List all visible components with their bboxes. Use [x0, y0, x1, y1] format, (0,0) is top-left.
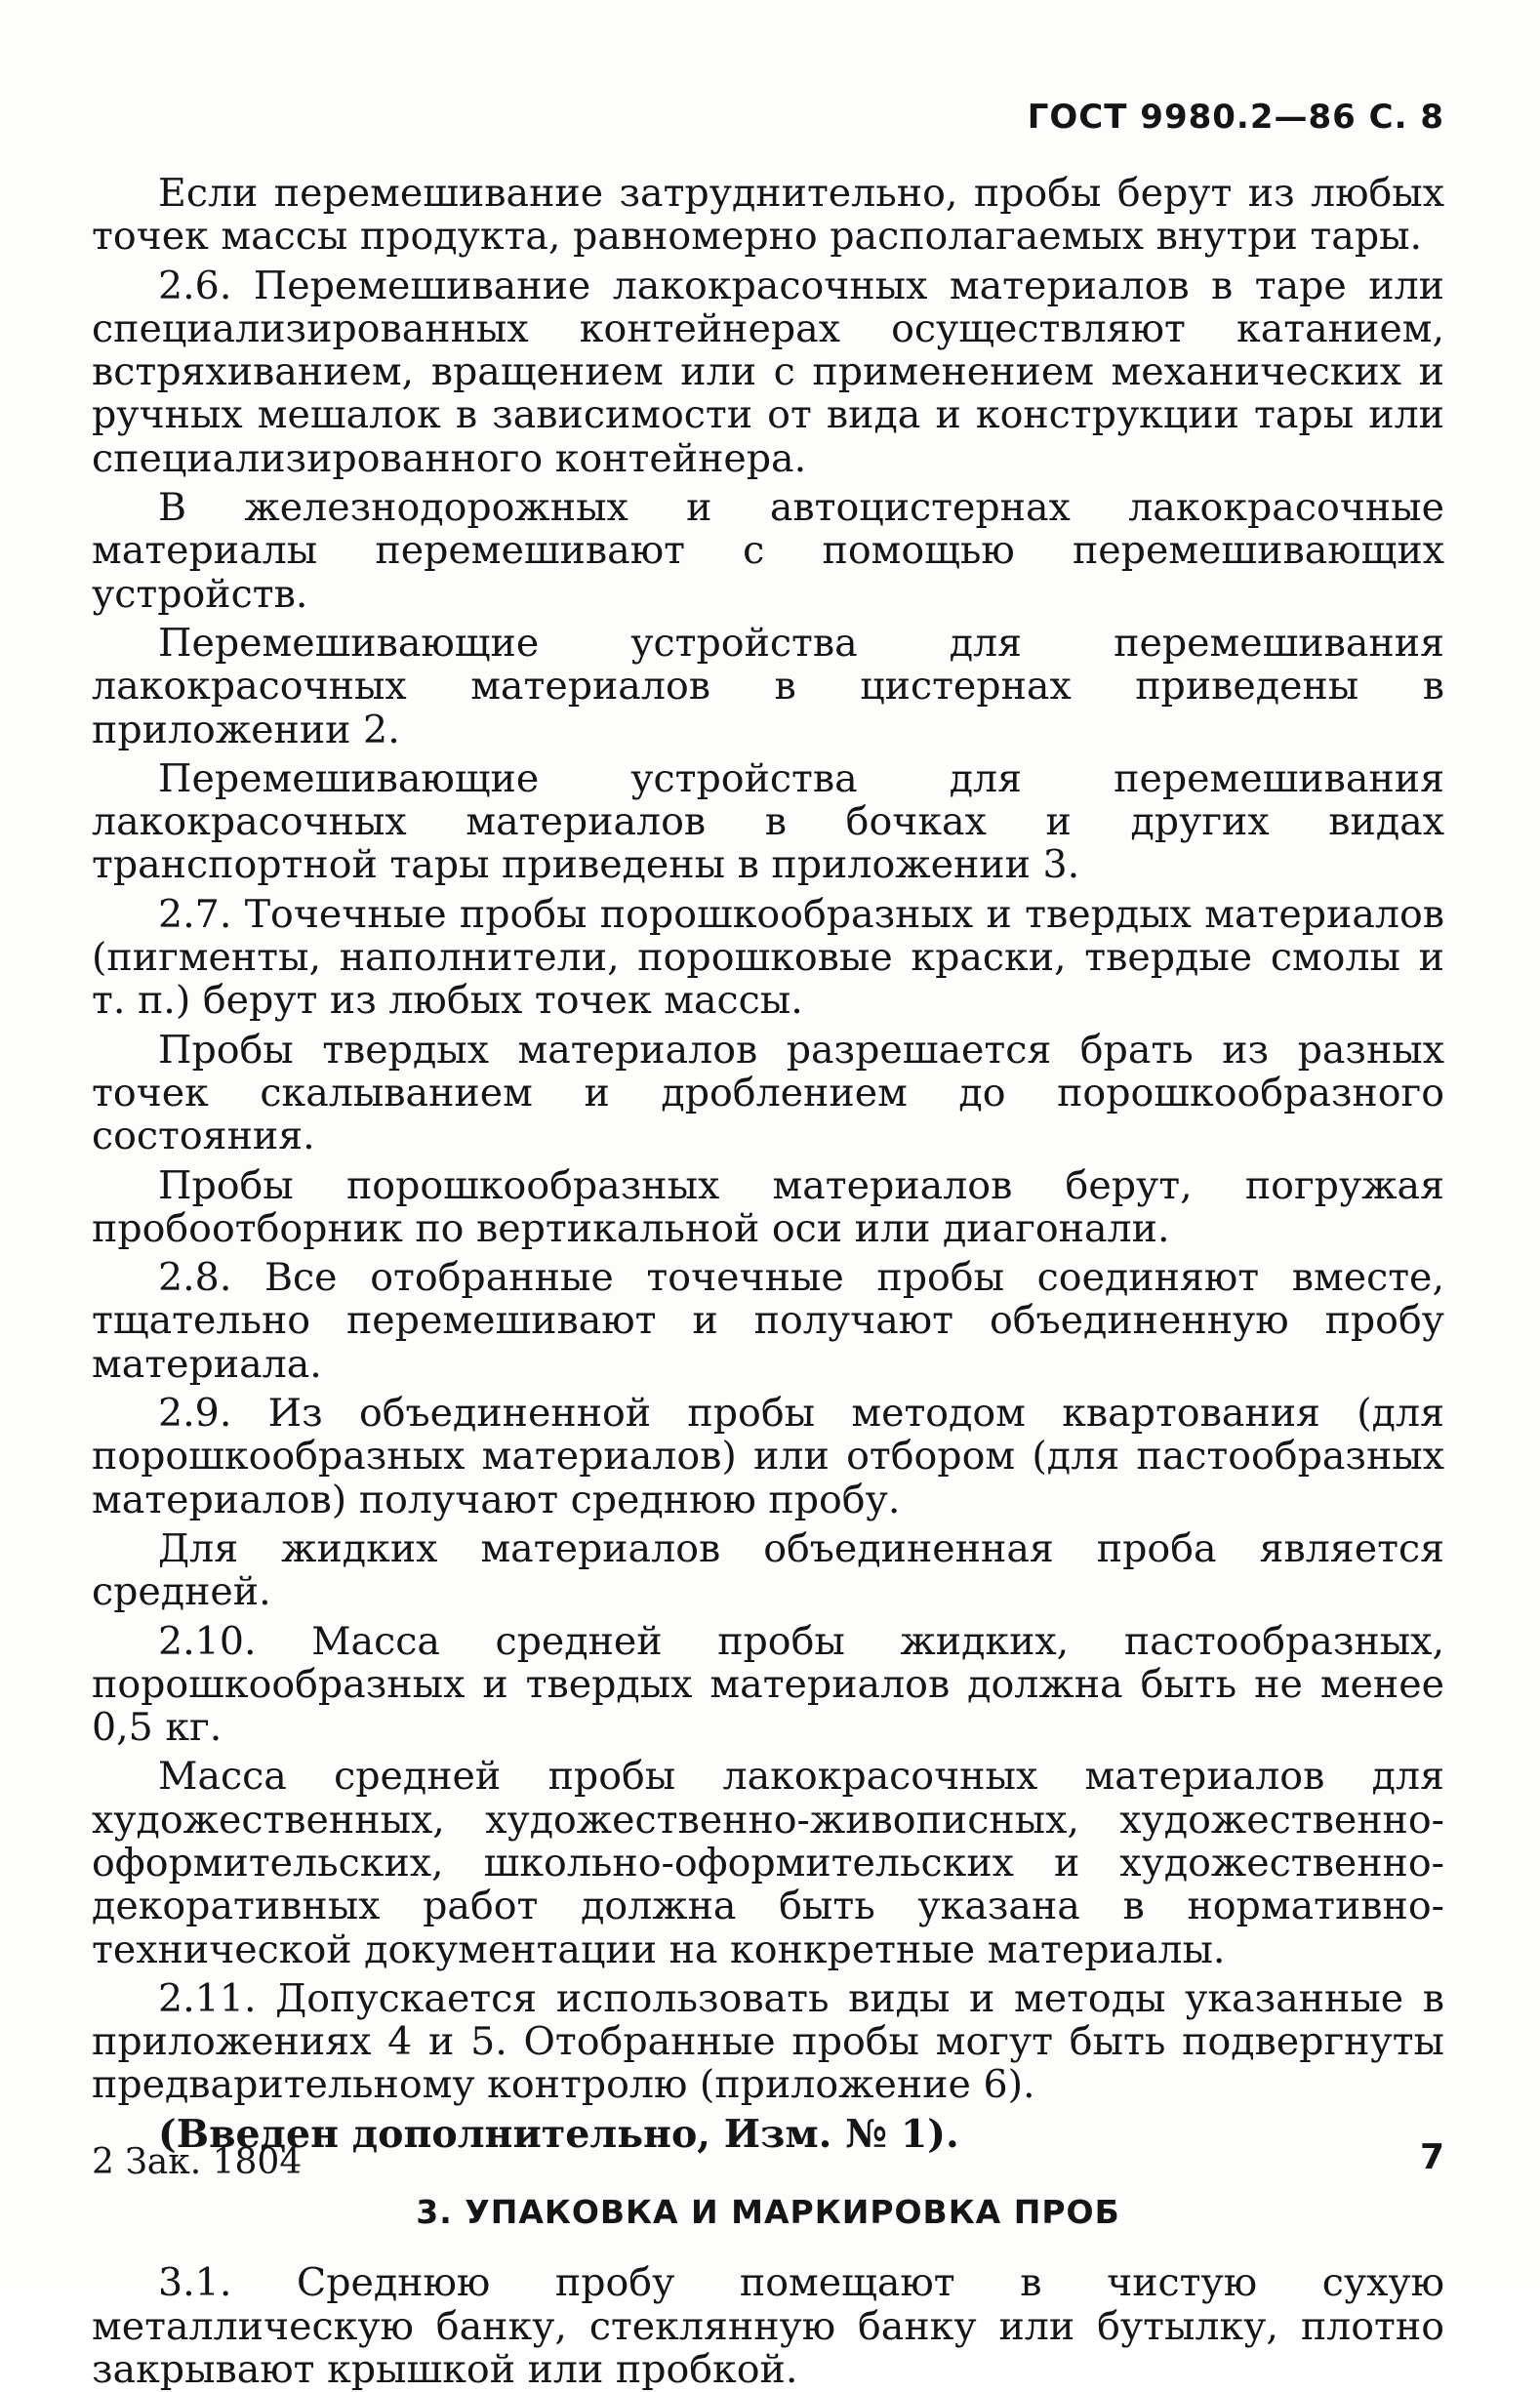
page-header-standard: ГОСТ 9980.2—86 С. 8 [1027, 98, 1444, 137]
paragraph: Пробы твердых материалов разрешается брать из разных точек скалыванием и дроблением до порошкообразного состояния. [92, 1027, 1444, 1159]
paragraph: В железнодорожных и автоцистернах лакокрасочные материалы перемешивают с помощью перемешивающих устройств. [92, 485, 1444, 617]
amendment-note: (Введен дополнительно, Изм. № 1). [158, 2111, 959, 2157]
paragraph-3-1: 3.1. Среднюю пробу помещают в чистую сухую металлическую банку, стеклянную банку или бутылку, плотно закрывают крышкой или пробкой. [92, 2260, 1444, 2392]
paragraph-2-11: 2.11. Допускается использовать виды и методы указанные в приложениях 4 и 5. Отобранные пробы могут быть подвергнуты предварительному контролю (приложение 6). [92, 1975, 1444, 2108]
paragraph: Перемешивающие устройства для перемешивания лакокрасочных материалов в бочках и других видах транспортной тары приведены в приложении 3. [92, 755, 1444, 888]
paragraph: Масса средней пробы лакокрасочных материалов для художественных, художественно-живописных, художественно-оформительских, школьно-оформительских и художественно-декоративных работ должна быть указана в нормативно-технической документации на конкретные материалы. [92, 1754, 1444, 1972]
paragraph: Если перемешивание затруднительно, пробы берут из любых точек массы продукта, равномерно располагаемых внутри тары. [92, 171, 1444, 260]
paragraph-2-9: 2.9. Из объединенной пробы методом квартования (для порошкообразных материалов) или отбором (для пастообразных материалов) получают среднюю пробу. [92, 1391, 1444, 1522]
paragraph: Пробы порошкообразных материалов берут, погружая пробоотборник по вертикальной оси или диагонали. [92, 1162, 1444, 1251]
paragraph-2-6: 2.6. Перемешивание лакокрасочных материалов в таре или специализированных контейнерах осуществляют катанием, встряхиванием, вращением или с применением механических и ручных мешалок в зависимости от вида и конструкции тары или специализированного контейнера. [92, 263, 1444, 481]
paragraph-2-7: 2.7. Точечные пробы порошкообразных и твердых материалов (пигменты, наполнители, порошковые краски, твердые смолы и т. п.) берут из любых точек массы. [92, 891, 1444, 1024]
paragraph: Для жидких материалов объединенная проба является средней. [92, 1525, 1444, 1615]
section-title: 3. УПАКОВКА И МАРКИРОВКА ПРОБ [416, 2193, 1120, 2232]
paragraph: Перемешивающие устройства для перемешивания лакокрасочных материалов в цистернах приведены в приложении 2. [92, 620, 1444, 752]
footer-order-number: 2 Зак. 1804 [92, 2142, 303, 2182]
page-number: 7 [1419, 2137, 1444, 2177]
document-body [92, 172, 1444, 2391]
paragraph-2-10: 2.10. Масса средней пробы жидких, пастообразных, порошкообразных и твердых материалов должна быть не менее 0,5 кг. [92, 1618, 1444, 1751]
paragraph-2-8: 2.8. Все отобранные точечные пробы соединяют вместе, тщательно перемешивают и получают объединенную пробу материала. [92, 1255, 1444, 1387]
